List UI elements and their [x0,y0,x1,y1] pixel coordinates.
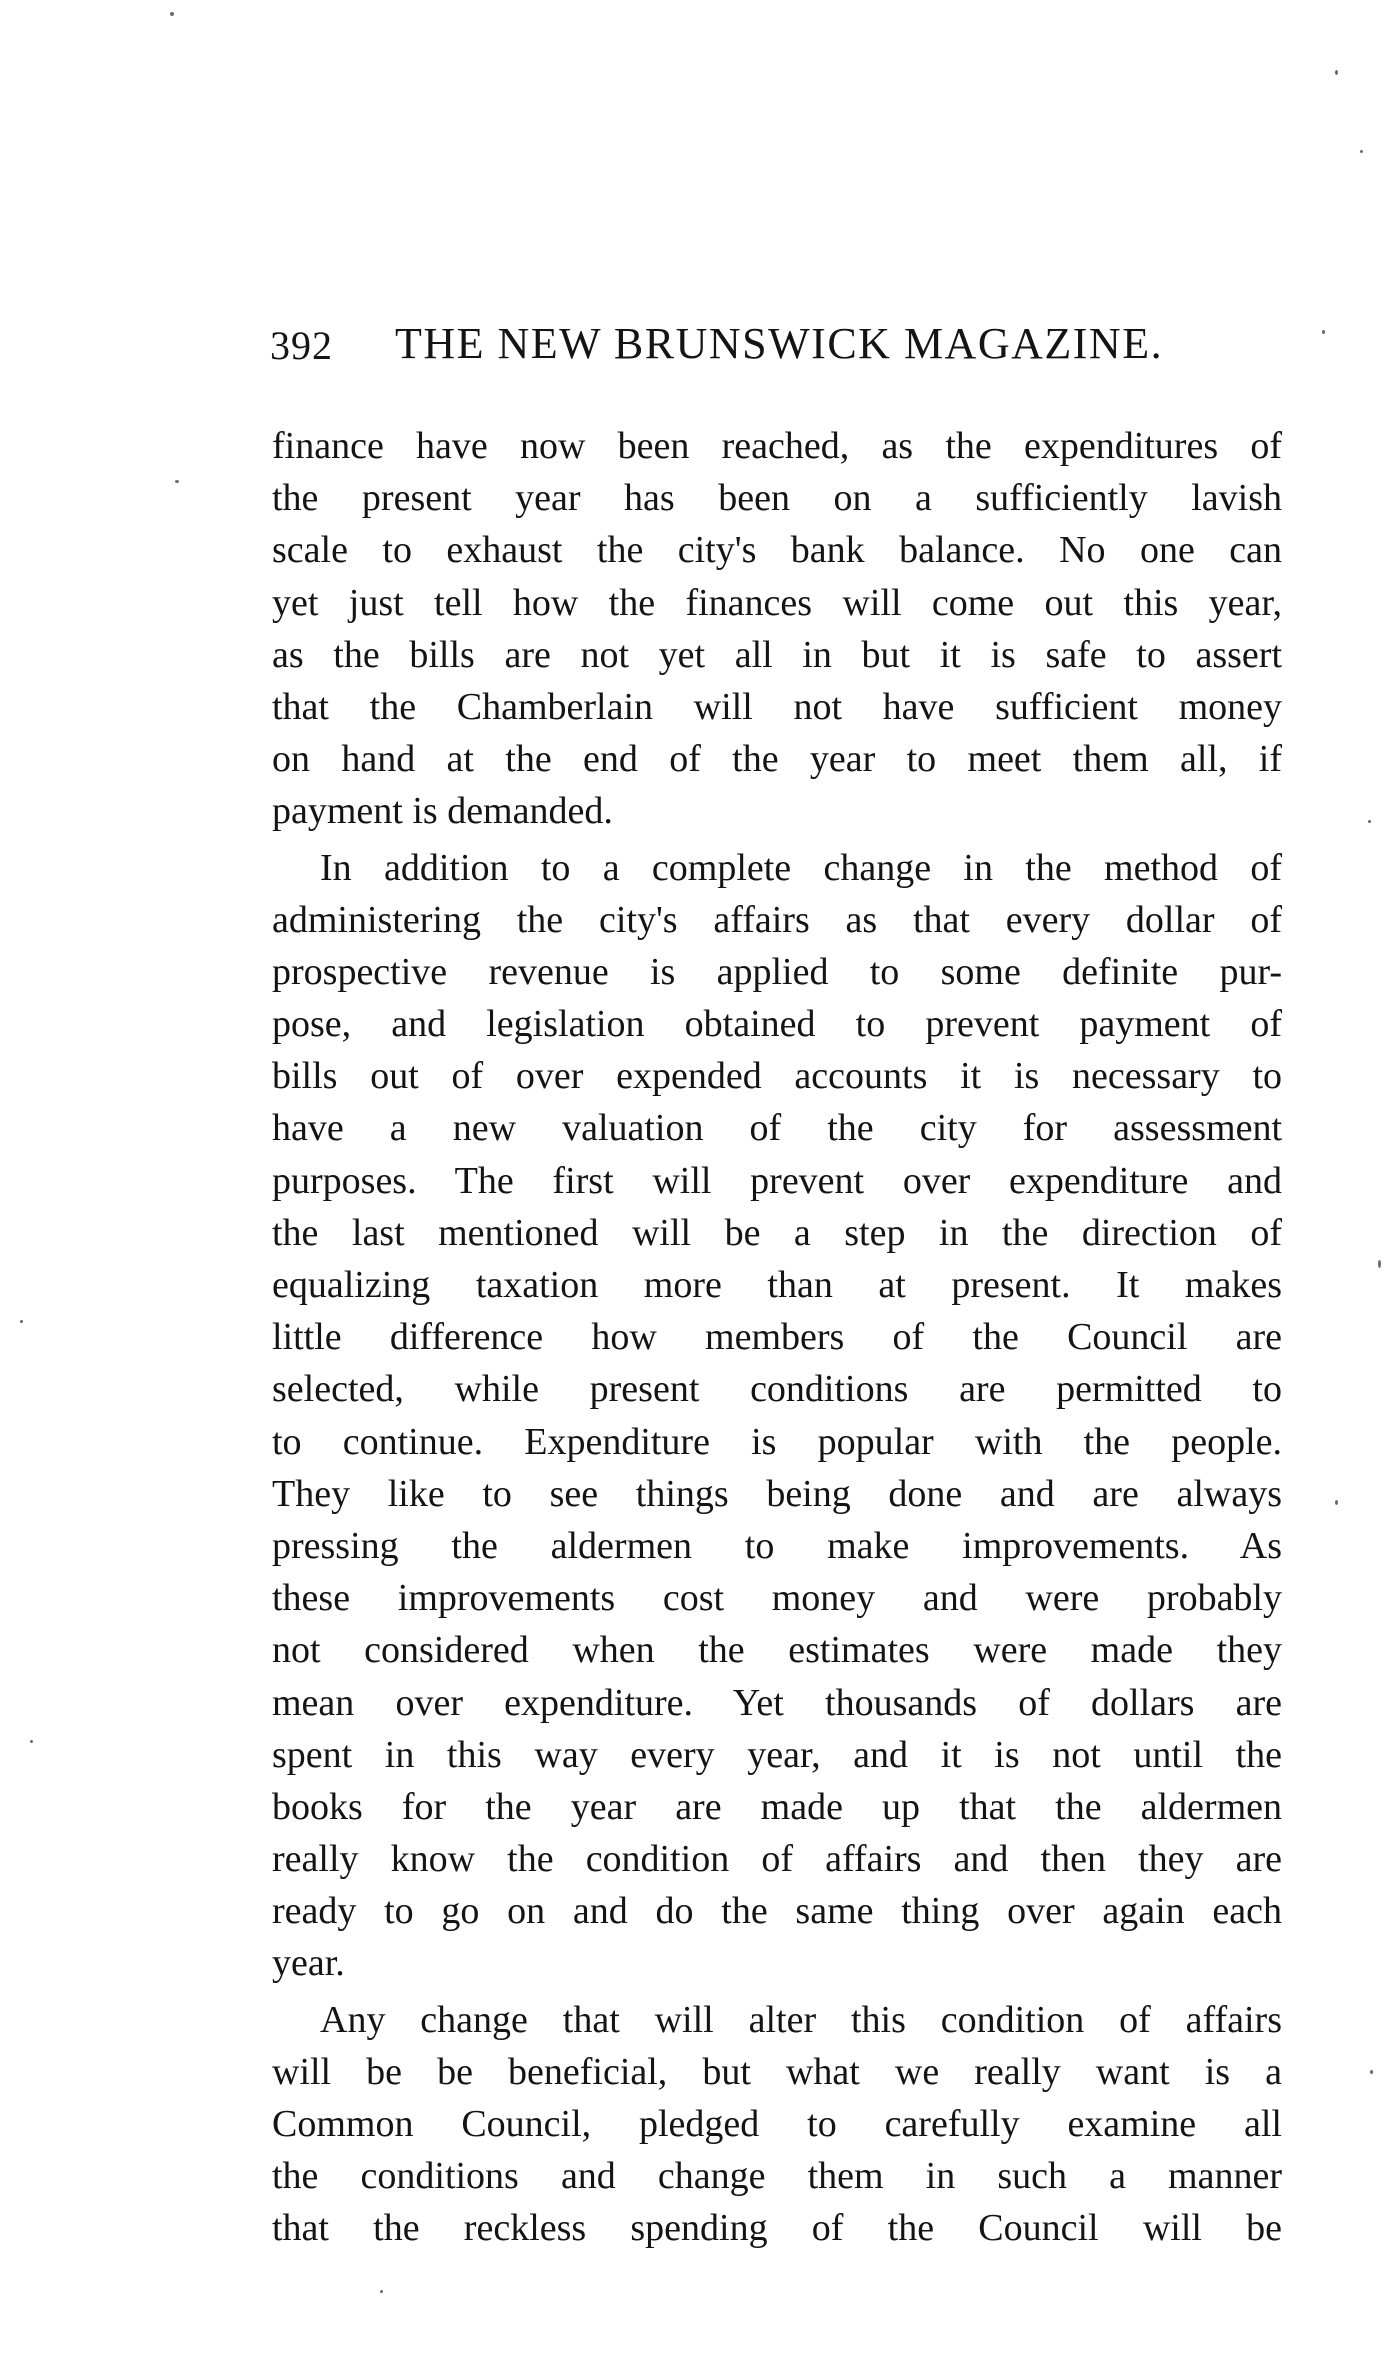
scan-speck [1368,820,1371,823]
text-line: to continue. Expenditure is popular with the people. [272,1420,1282,1463]
text-line: year. [272,1942,345,1985]
text-line: books for the year are made up that the aldermen [272,1785,1282,1828]
scan-speck [30,1740,33,1743]
text-line: little difference how members of the Council are [272,1316,1282,1359]
scan-speck [1370,2070,1373,2074]
text-line: spent in this way every year, and it is not until the [272,1733,1282,1776]
text-line: purposes. The first will prevent over expenditure and [272,1159,1282,1202]
text-line: that the Chamberlain will not have sufficient money [272,685,1282,728]
text-line: yet just tell how the finances will come out this year, [272,581,1282,624]
text-line: these improvements cost money and were probably [272,1577,1282,1620]
text-line: They like to see things being done and are always [272,1472,1282,1515]
text-line: selected, while present conditions are permitted to [272,1368,1282,1411]
text-line: the last mentioned will be a step in the direction of [272,1211,1282,1254]
paragraph-2 [272,842,1282,1990]
text-line: mean over expenditure. Yet thousands of dollars are [272,1681,1282,1724]
text-line: the present year has been on a sufficiently lavish [272,477,1282,520]
text-line: that the reckless spending of the Council will be [272,2207,1282,2250]
scan-speck [1322,330,1325,334]
text-line: prospective revenue is applied to some definite pur- [272,950,1282,993]
text-line: bills out of over expended accounts it is necessary to [272,1055,1282,1098]
text-line: as the bills are not yet all in but it is safe to assert [272,633,1282,676]
text-line: administering the city's affairs as that every dollar of [272,898,1282,941]
page-header [270,318,1280,378]
scan-speck [20,1320,23,1323]
text-line: In addition to a complete change in the method of [320,846,1282,889]
scan-speck [380,2290,383,2293]
text-line: equalizing taxation more than at present. It makes [272,1264,1282,1306]
scan-speck [175,480,179,483]
text-line: have a new valuation of the city for assessment [272,1107,1282,1150]
text-line: ready to go on and do the same thing over again each [272,1890,1282,1933]
scan-speck [1335,1500,1338,1505]
text-line: on hand at the end of the year to meet them all, if [272,738,1282,781]
text-line: pose, and legislation obtained to prevent payment of [272,1003,1282,1046]
text-line: the conditions and change them in such a manner [272,2155,1282,2198]
scan-speck [170,12,174,16]
text-line: will be be beneficial, but what we really want is a [272,2050,1282,2093]
scan-speck [1378,1260,1381,1268]
text-line: Any change that will alter this condition of affairs [320,1998,1282,2041]
text-line: scale to exhaust the city's bank balance. No one can [272,529,1282,572]
text-line: payment is demanded. [272,790,613,833]
text-line: pressing the aldermen to make improvements. As [272,1524,1282,1567]
scan-speck [1335,70,1338,75]
page-number: 392 [270,323,333,368]
paragraph-3 [272,1994,1282,2255]
text-line: not considered when the estimates were made they [272,1629,1282,1672]
running-title: THE NEW BRUNSWICK MAGAZINE. [395,319,1164,368]
scan-speck [1360,150,1363,153]
text-line: Common Council, pledged to carefully examine all [272,2103,1282,2145]
text-line: finance have now been reached, as the expenditures of [272,425,1282,467]
text-line: really know the condition of affairs and then they are [272,1838,1282,1881]
paragraph-1 [272,420,1282,838]
body-text [272,420,1282,2255]
